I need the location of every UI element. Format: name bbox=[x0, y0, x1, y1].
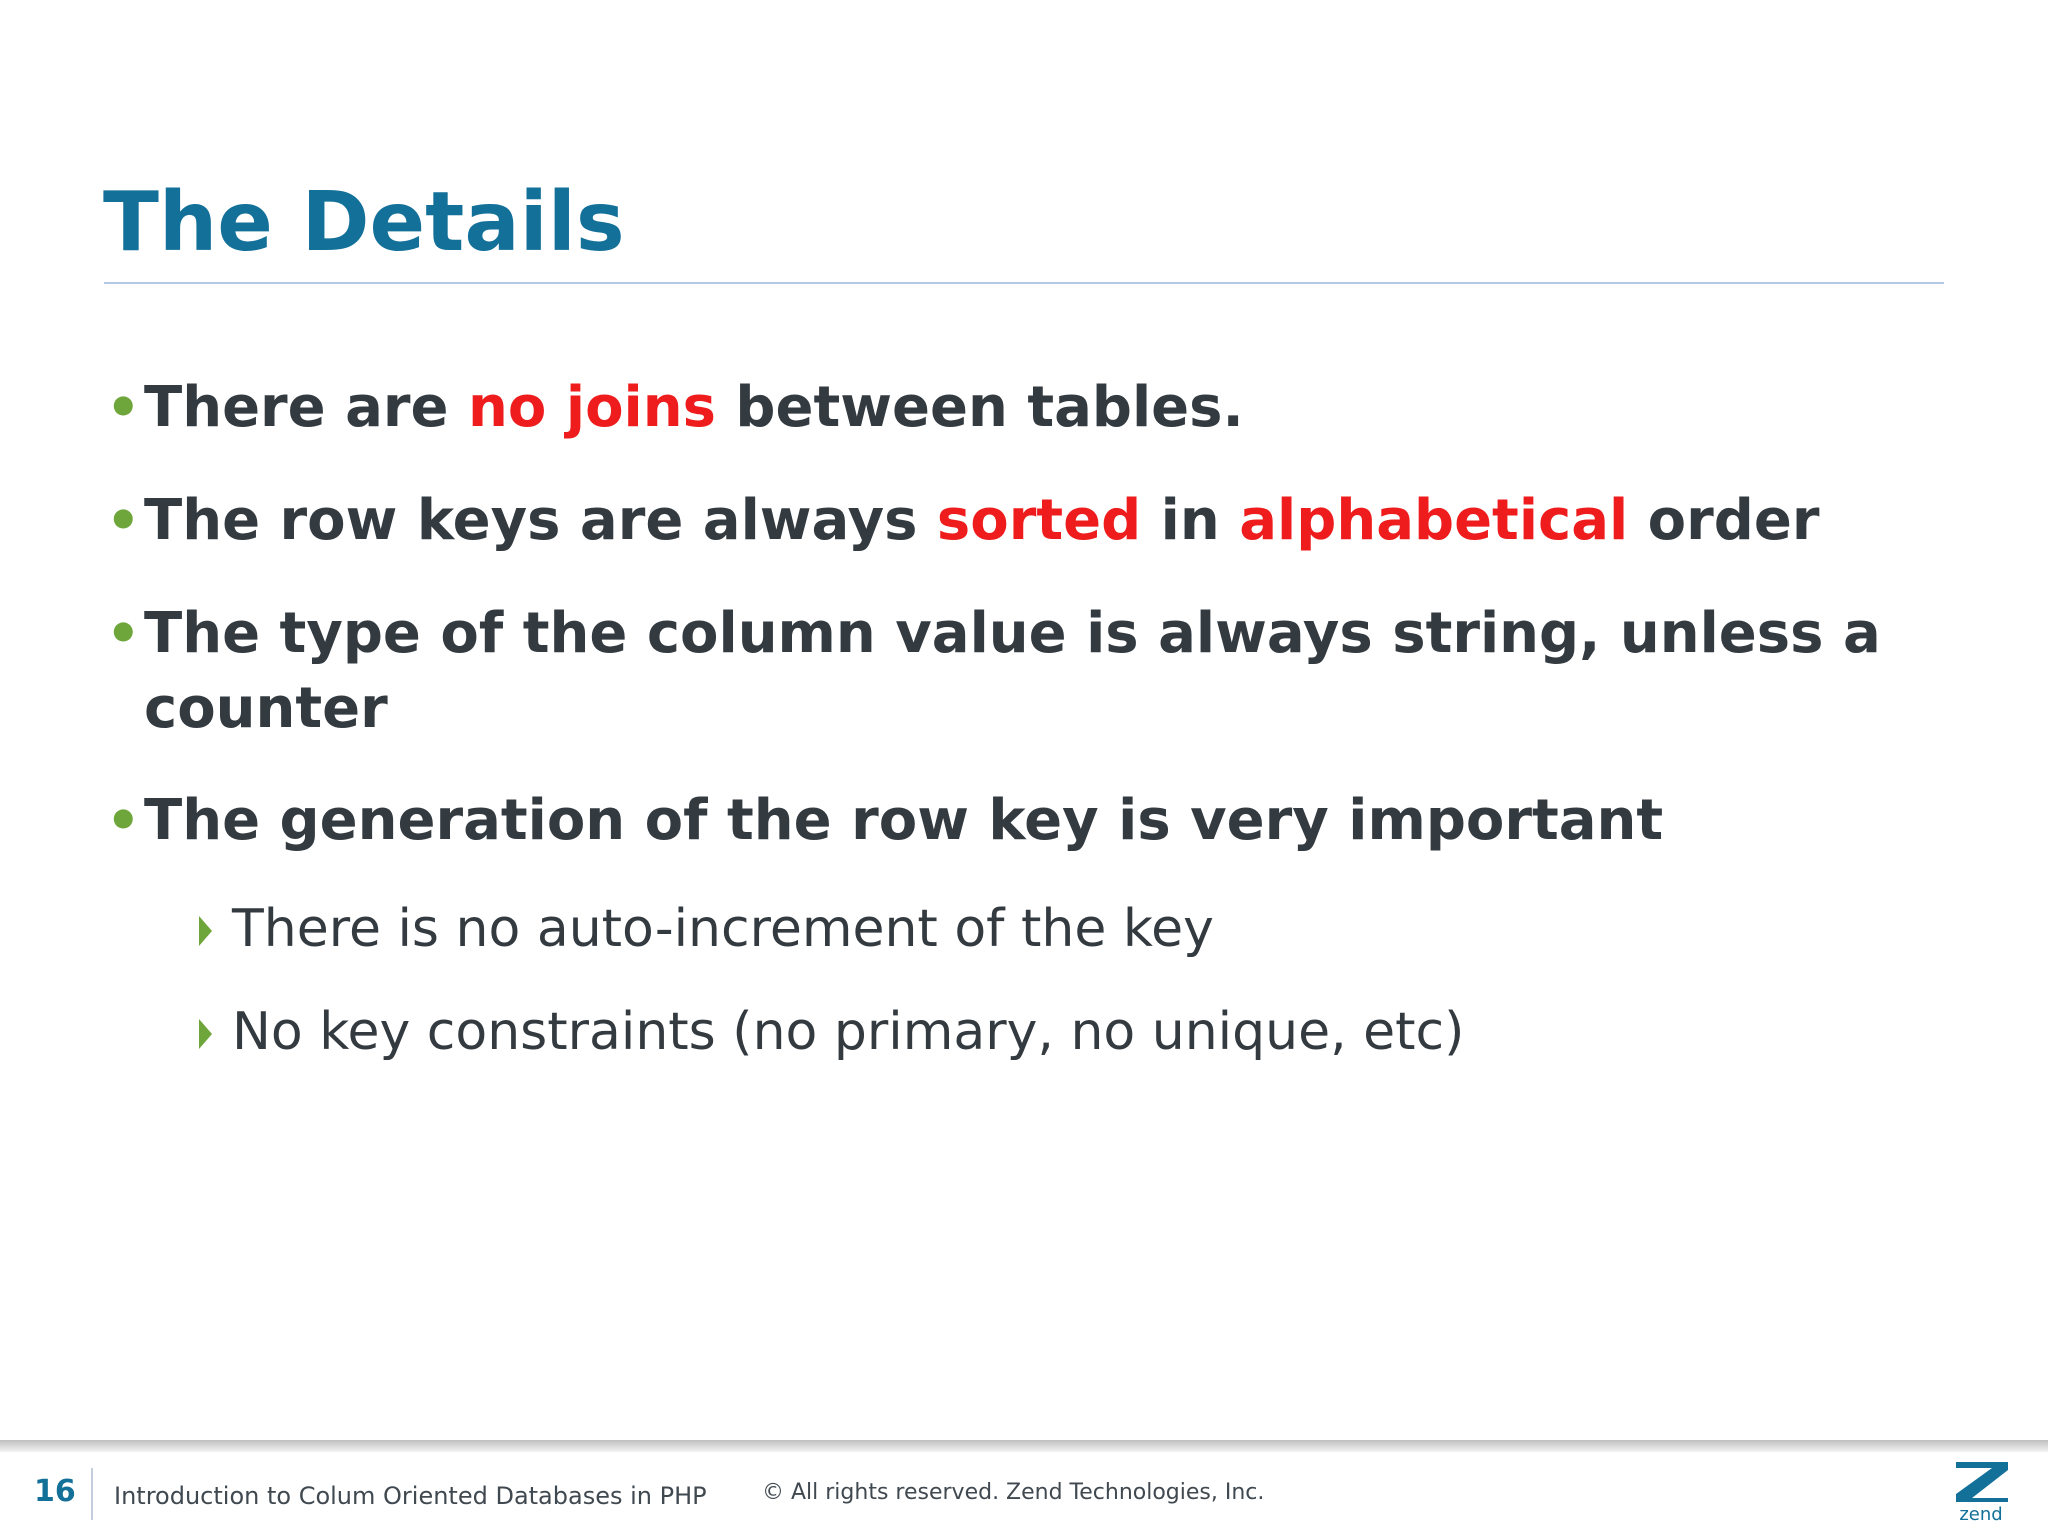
logo-text: zend bbox=[1959, 1504, 2003, 1524]
highlight-text: sorted bbox=[936, 488, 1142, 553]
subbullet-text: No key constraints (no primary, no unique, etc) bbox=[232, 1002, 1465, 1062]
footer-divider bbox=[91, 1468, 93, 1520]
zend-logo-icon bbox=[1948, 1458, 2014, 1524]
bullet-text-segment: There are bbox=[144, 375, 469, 440]
bullet-item bbox=[106, 596, 1881, 746]
bullet-dot-icon: • bbox=[106, 489, 141, 552]
bullet-item bbox=[106, 783, 1806, 858]
bullet-text: The generation of the row key is very important bbox=[144, 788, 1664, 853]
bullet-dot-icon: • bbox=[106, 602, 141, 665]
bullet-text bbox=[144, 596, 1881, 746]
subbullet-item bbox=[199, 997, 1799, 1067]
bullet-text-segment: between tables. bbox=[715, 375, 1244, 440]
triangle-right-icon bbox=[199, 916, 212, 946]
page-number: 16 bbox=[34, 1474, 76, 1509]
subbullet-text: There is no auto-increment of the key bbox=[232, 899, 1214, 959]
bullet-text-segment: in bbox=[1141, 488, 1240, 553]
bullet-dot-icon: • bbox=[106, 376, 141, 439]
deck-title: Introduction to Colum Oriented Databases in PHP bbox=[114, 1482, 707, 1510]
copyright-notice: © All rights reserved. Zend Technologies, Inc. bbox=[762, 1480, 1265, 1505]
subbullet-item bbox=[199, 894, 1799, 964]
bullet-text bbox=[144, 483, 1820, 558]
bullet-text-segment: The row keys are always bbox=[144, 488, 937, 553]
triangle-right-icon bbox=[199, 1019, 212, 1049]
bullet-text-line: counter bbox=[144, 676, 388, 741]
footer-shadow bbox=[0, 1440, 2048, 1452]
bullet-text-line: The type of the column value is always string, unless a bbox=[144, 601, 1881, 666]
bullet-item bbox=[106, 370, 1806, 445]
highlight-text: alphabetical bbox=[1239, 488, 1629, 553]
bullet-dot-icon: • bbox=[106, 789, 141, 852]
title-divider bbox=[104, 282, 1944, 284]
bullet-text-segment: order bbox=[1628, 488, 1820, 553]
bullet-item bbox=[106, 483, 1820, 558]
bullet-text bbox=[144, 370, 1806, 445]
highlight-text: no joins bbox=[468, 375, 716, 440]
slide-title: The Details bbox=[103, 175, 625, 270]
